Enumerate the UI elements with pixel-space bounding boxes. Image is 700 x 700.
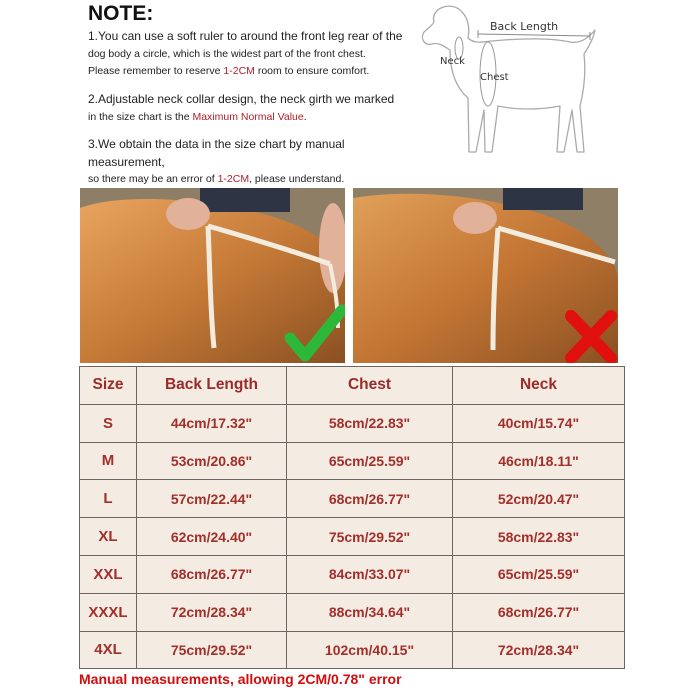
table-row	[80, 593, 625, 631]
photo-wrong-measurement	[353, 188, 618, 363]
note-point-2	[88, 91, 418, 126]
note-3-line-2-post: , please understand.	[249, 173, 345, 185]
neck-label: Neck	[440, 56, 465, 67]
size-cell: XXL	[80, 555, 137, 593]
chest-cell: 58cm/22.83"	[287, 404, 453, 442]
measurement-error-note: Manual measurements, allowing 2CM/0.78" error	[79, 671, 402, 687]
header-back-length: Back Length	[137, 367, 287, 405]
note-2-line-1: 2.Adjustable neck collar design, the neck girth we marked	[88, 92, 395, 106]
table-row	[80, 442, 625, 480]
neck-cell: 52cm/20.47"	[453, 480, 625, 518]
chest-cell: 65cm/25.59"	[287, 442, 453, 480]
note-1-line-3	[88, 63, 418, 81]
note-2-line-2	[88, 109, 418, 127]
chest-cell: 84cm/33.07"	[287, 555, 453, 593]
back-length-cell: 72cm/28.34"	[137, 593, 287, 631]
size-cell: 4XL	[80, 631, 137, 669]
note-1-line-2: dog body a circle, which is the widest part of the front chest.	[88, 47, 366, 60]
photo-correct-measurement	[80, 188, 345, 363]
note-3-line-2-pre: so there may be an error of	[88, 173, 218, 185]
neck-cell: 72cm/28.34"	[453, 631, 625, 669]
table-row	[80, 480, 625, 518]
note-1-highlight: 1-2CM	[223, 65, 255, 77]
back-length-cell: 57cm/22.44"	[137, 480, 287, 518]
note-3-line-1: 3.We obtain the data in the size chart by manual measurement,	[88, 137, 345, 169]
note-3-highlight: 1-2CM	[217, 173, 250, 185]
back-length-cell: 53cm/20.86"	[137, 442, 287, 480]
neck-cell: 58cm/22.83"	[453, 518, 625, 556]
size-cell: XXXL	[80, 593, 137, 631]
neck-cell: 68cm/26.77"	[453, 593, 625, 631]
table-header-row	[80, 367, 625, 405]
back-length-cell: 75cm/29.52"	[137, 631, 287, 669]
back-length-arrow	[478, 34, 590, 36]
chest-label: Chest	[480, 72, 509, 83]
table-row	[80, 404, 625, 442]
size-cell: M	[80, 442, 137, 480]
size-cell: XL	[80, 518, 137, 556]
table-row	[80, 518, 625, 556]
size-chart-table	[79, 366, 625, 669]
back-length-cell: 62cm/24.40"	[137, 518, 287, 556]
neck-cell: 40cm/15.74"	[453, 404, 625, 442]
header-size: Size	[80, 367, 137, 405]
neck-cell: 46cm/18.11"	[453, 442, 625, 480]
note-point-3	[88, 136, 418, 189]
neck-cell: 65cm/25.59"	[453, 555, 625, 593]
note-point-1	[88, 28, 418, 81]
note-2-line-2-post: .	[303, 110, 307, 123]
back-length-cell: 44cm/17.32"	[137, 404, 287, 442]
note-1-line-3-post: room to ensure comfort.	[254, 65, 370, 77]
chest-cell: 75cm/29.52"	[287, 518, 453, 556]
note-1-line-3-pre: Please remember to reserve	[88, 65, 224, 77]
note-2-highlight: Maximum Normal Value	[192, 110, 304, 123]
back-length-label: Back Length	[490, 20, 559, 33]
note-1-line-1: 1.You can use a soft ruler to around the front leg rear of the	[88, 29, 403, 43]
chest-cell: 68cm/26.77"	[287, 480, 453, 518]
dog-measurement-diagram	[412, 2, 612, 172]
back-length-cell: 68cm/26.77"	[137, 555, 287, 593]
size-cell: L	[80, 480, 137, 518]
header-neck: Neck	[453, 367, 625, 405]
note-title: NOTE:	[88, 2, 154, 25]
note-3-line-2	[88, 171, 418, 189]
note-2-line-2-pre: in the size chart is the	[88, 110, 193, 123]
table-row	[80, 631, 625, 669]
chest-cell: 88cm/34.64"	[287, 593, 453, 631]
chest-cell: 102cm/40.15"	[287, 631, 453, 669]
size-cell: S	[80, 404, 137, 442]
header-chest: Chest	[287, 367, 453, 405]
table-row	[80, 555, 625, 593]
